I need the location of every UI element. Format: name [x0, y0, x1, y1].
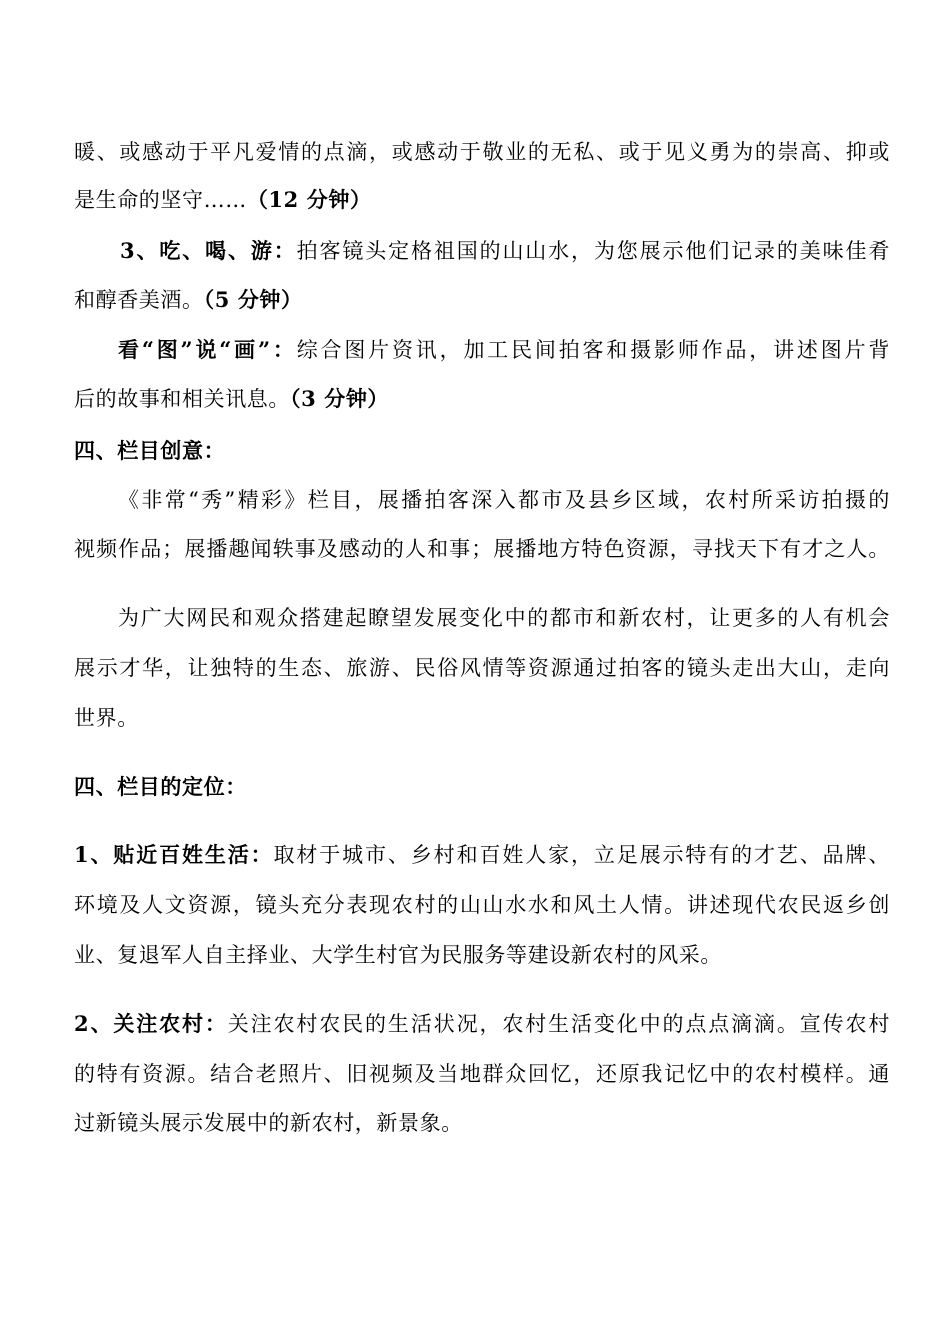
paragraph-3-text-2: 后的故事和相关讯息。: [74, 387, 290, 411]
paragraph-6-line-1: [74, 840, 890, 870]
section-heading-positioning: 四、栏目的定位：: [74, 774, 247, 799]
paragraph-1-line-2: [74, 185, 890, 215]
section-heading-creativity: 四、栏目创意：: [74, 438, 226, 463]
paragraph-6-line-3: 业、复退军人自主择业、大学生村官为民服务等建设新农村的风采。: [74, 943, 722, 967]
paragraph-2-duration: （5 分钟）: [203, 287, 303, 312]
paragraph-6-text: 取材于城市、乡村和百姓人家，立足展示特有的才艺、品牌、: [273, 843, 890, 867]
paragraph-1-line-1: 暖、或感动于平凡爱情的点滴，或感动于敬业的无私、或于见义勇为的崇高、抑或: [74, 140, 890, 164]
paragraph-1-duration: （12 分钟）: [246, 187, 372, 212]
paragraph-4-line-1: 《非常“秀”精彩》栏目，展播拍客深入都市及县乡区域，农村所采访拍摄的: [118, 488, 890, 512]
paragraph-6-label: 1、贴近百姓生活：: [74, 842, 274, 867]
paragraph-2-label: 3、吃、喝、游：: [120, 238, 297, 263]
paragraph-7-line-3: 过新镜头展示发展中的新农村，新景象。: [74, 1111, 463, 1135]
paragraph-5-line-1: 为广大网民和观众搭建起瞭望发展变化中的都市和新农村，让更多的人有机会: [118, 606, 890, 630]
paragraph-7-label: 2、关注农村：: [74, 1011, 228, 1036]
paragraph-7-line-1: [74, 1009, 890, 1039]
paragraph-3-label: 看“图”说“画”：: [118, 337, 297, 362]
paragraph-2-text-2: 和醇香美酒。: [74, 288, 204, 312]
paragraph-3-line-2: [74, 384, 890, 414]
paragraph-3-line-1: [118, 335, 890, 365]
paragraph-7-line-2: 的特有资源。结合老照片、旧视频及当地群众回忆，还原我记忆中的农村模样。通: [74, 1062, 890, 1086]
paragraph-2-text: 拍客镜头定格祖国的山山水，为您展示他们记录的美味佳肴: [296, 239, 890, 263]
paragraph-3-duration: （3 分钟）: [290, 386, 390, 411]
paragraph-2-line-2: [74, 285, 890, 315]
paragraph-5-line-2: 展示才华，让独特的生态、旅游、民俗风情等资源通过拍客的镜头走出大山，走向: [74, 656, 890, 680]
paragraph-3-text: 综合图片资讯，加工民间拍客和摄影师作品，讲述图片背: [296, 338, 890, 362]
paragraph-6-line-2: 环境及人文资源，镜头充分表现农村的山山水水和风土人情。讲述现代农民返乡创: [74, 893, 890, 917]
paragraph-4-line-2: 视频作品；展播趣闻轶事及感动的人和事；展播地方特色资源，寻找天下有才之人。: [74, 537, 890, 561]
paragraph-2-line-1: [120, 236, 890, 266]
paragraph-1-text: 是生命的坚守……: [74, 188, 247, 212]
paragraph-7-text: 关注农村农民的生活状况，农村生活变化中的点点滴滴。宣传农村: [227, 1012, 891, 1036]
paragraph-5-line-3: 世界。: [74, 706, 139, 730]
